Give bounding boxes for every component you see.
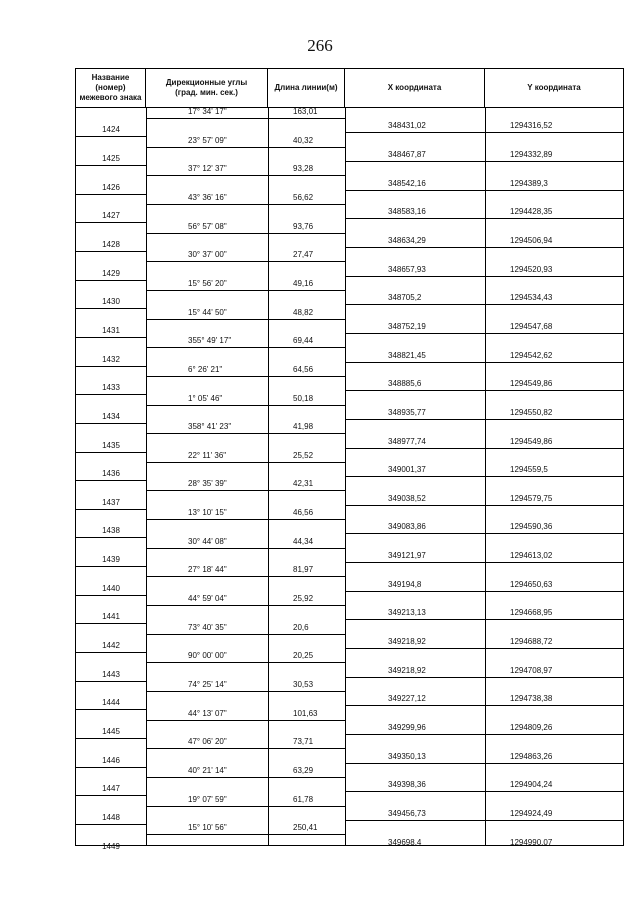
row-divider	[345, 705, 623, 706]
x-coordinate-cell: 349227,12	[388, 694, 426, 704]
line-length-cell: 25,52	[293, 450, 314, 460]
y-coordinate-cell: 1294332,89	[510, 150, 553, 159]
direction-angle-cell: 30° 44' 08"	[188, 536, 227, 546]
x-coordinate-cell: 348885,6	[388, 379, 422, 389]
row-divider	[345, 763, 623, 764]
row-divider	[146, 720, 345, 721]
point-name-cell: 1443	[102, 669, 120, 679]
line-length-cell: 25,92	[293, 594, 314, 603]
row-divider	[146, 548, 345, 549]
row-divider	[146, 662, 345, 663]
y-coordinate-cell: 1294809,26	[510, 723, 553, 732]
point-name-cell: 1448	[102, 812, 120, 822]
y-coordinate-cell: 1294559,5	[510, 465, 548, 475]
row-divider	[76, 595, 146, 596]
row-divider	[146, 290, 345, 291]
row-divider	[146, 576, 345, 577]
row-divider	[345, 648, 623, 649]
direction-angle-cell: 90° 00' 00"	[188, 651, 227, 661]
y-coordinate-cell: 1294924,49	[510, 808, 553, 818]
line-length-cell: 20,25	[293, 651, 314, 661]
direction-angle-cell: 358° 41' 23"	[188, 422, 232, 432]
row-divider	[76, 423, 146, 424]
y-coordinate-cell: 1294542,62	[510, 350, 553, 360]
y-coordinate-cell: 1294549,86	[510, 379, 553, 389]
line-length-cell: 46,56	[293, 508, 314, 518]
row-divider	[345, 505, 623, 506]
line-length-cell: 56,62	[293, 192, 314, 202]
y-coordinate-cell: 1294506,94	[510, 235, 553, 245]
row-divider	[345, 533, 623, 534]
direction-angle-cell: 37° 12' 37"	[188, 164, 227, 174]
x-coordinate-cell: 348977,74	[388, 436, 426, 446]
y-coordinate-cell: 1294738,38	[510, 694, 553, 704]
row-divider	[146, 777, 345, 778]
row-divider	[76, 795, 146, 796]
y-coordinate-cell: 1294990,07	[510, 837, 553, 847]
coordinates-table	[75, 68, 624, 851]
x-coordinate-cell: 349218,92	[388, 665, 426, 675]
line-length-cell: 40,32	[293, 135, 314, 145]
direction-angle-cell: 23° 57' 09"	[188, 135, 227, 145]
direction-angle-cell: 1° 05' 46"	[188, 393, 223, 403]
row-divider	[345, 132, 623, 133]
y-coordinate-cell: 1294428,35	[510, 207, 553, 217]
y-coordinate-cell: 1294534,43	[510, 293, 553, 303]
line-length-cell: 69,44	[293, 336, 314, 346]
row-divider	[146, 204, 345, 205]
row-divider	[345, 562, 623, 563]
line-length-cell: 27,47	[293, 250, 314, 260]
direction-angle-cell: 27° 18' 44"	[188, 565, 227, 575]
point-name-cell: 1435	[102, 440, 120, 450]
line-length-cell: 50,18	[293, 393, 314, 403]
row-divider	[345, 390, 623, 391]
y-coordinate-cell: 1294389,3	[510, 178, 548, 188]
row-divider	[76, 136, 146, 137]
point-name-cell: 1449	[102, 841, 120, 851]
direction-angle-cell: 40° 21' 14"	[188, 765, 227, 775]
row-divider	[76, 222, 146, 223]
direction-angle-cell: 22° 11' 36"	[188, 450, 227, 460]
y-coordinate-cell: 1294316,52	[510, 121, 553, 131]
row-divider	[345, 677, 623, 678]
row-divider	[76, 280, 146, 281]
x-coordinate-cell: 349398,36	[388, 780, 426, 790]
row-divider	[76, 738, 146, 739]
direction-angle-cell: 44° 13' 07"	[188, 708, 227, 718]
x-coordinate-cell: 349038,52	[388, 493, 426, 503]
direction-angle-cell: 28° 35' 39"	[188, 479, 227, 489]
direction-angle-cell: 355° 49' 17"	[188, 336, 232, 346]
row-divider	[345, 734, 623, 735]
y-coordinate-cell: 1294863,26	[510, 751, 553, 761]
point-name-cell: 1432	[102, 354, 120, 364]
x-coordinate-cell: 348821,45	[388, 350, 426, 360]
row-divider	[76, 509, 146, 510]
row-divider	[345, 820, 623, 821]
direction-angle-cell: 15° 44' 50"	[188, 307, 227, 317]
y-coordinate-cell: 1294579,75	[510, 493, 553, 503]
x-coordinate-cell: 348935,77	[388, 407, 426, 417]
y-coordinate-cell: 1294613,02	[510, 551, 553, 561]
line-length-cell: 61,78	[293, 794, 314, 804]
row-divider	[146, 118, 345, 119]
row-divider	[146, 376, 345, 377]
column-divider	[268, 107, 269, 845]
y-coordinate-cell: 1294668,95	[510, 608, 553, 618]
point-name-cell: 1433	[102, 383, 120, 393]
header-x-coordinate: X координата	[345, 69, 485, 107]
line-length-cell: 81,97	[293, 565, 314, 575]
direction-angle-cell: 47° 06' 20"	[188, 737, 227, 747]
header-divider	[76, 107, 623, 108]
point-name-cell: 1444	[102, 698, 120, 708]
row-divider	[76, 337, 146, 338]
point-name-cell: 1426	[102, 182, 120, 192]
point-name-cell: 1429	[102, 268, 120, 278]
x-coordinate-cell: 349121,97	[388, 551, 426, 561]
x-coordinate-cell: 349001,37	[388, 465, 426, 475]
line-length-cell: 41,98	[293, 422, 314, 432]
direction-angle-cell: 13° 10' 15"	[188, 508, 227, 518]
column-divider	[146, 107, 147, 845]
row-divider	[146, 233, 345, 234]
line-length-cell: 93,76	[293, 221, 314, 231]
header-point-name: Название (номер) межевого знака	[76, 69, 146, 107]
row-divider	[76, 251, 146, 252]
x-coordinate-cell: 349698,4	[388, 837, 422, 847]
header-direction-angles: Дирекционные углы (град. мин. сек.)	[146, 69, 268, 107]
point-name-cell: 1427	[102, 211, 120, 221]
x-coordinate-cell: 348657,93	[388, 264, 426, 274]
line-length-cell: 49,16	[293, 278, 314, 288]
line-length-cell: 30,53	[293, 680, 314, 689]
y-coordinate-cell: 1294550,82	[510, 407, 553, 417]
x-coordinate-cell: 349083,86	[388, 522, 426, 532]
x-coordinate-cell: 348634,29	[388, 235, 426, 245]
row-divider	[76, 652, 146, 653]
header-line-length: Длина линии(м)	[268, 69, 345, 107]
x-coordinate-cell: 348467,87	[388, 150, 426, 159]
row-divider	[345, 362, 623, 363]
line-length-cell: 101,63	[293, 708, 318, 718]
header-y-coordinate: Y координата	[527, 83, 581, 92]
point-name-cell: 1430	[102, 297, 120, 307]
row-divider	[345, 476, 623, 477]
page-number: 266	[307, 36, 333, 55]
row-divider	[146, 261, 345, 262]
direction-angle-cell: 44° 59' 04"	[188, 594, 227, 603]
y-coordinate-cell: 1294547,68	[510, 321, 553, 331]
row-divider	[146, 433, 345, 434]
row-divider	[345, 448, 623, 449]
y-coordinate-cell: 1294650,63	[510, 579, 553, 589]
direction-angle-cell: 73° 40' 35"	[188, 622, 227, 632]
direction-angle-cell: 30° 37' 00"	[188, 250, 227, 260]
direction-angle-cell: 74° 25' 14"	[188, 680, 227, 689]
row-divider	[76, 824, 146, 825]
direction-angle-cell: 43° 36' 16"	[188, 192, 227, 202]
row-divider	[76, 194, 146, 195]
row-divider	[76, 537, 146, 538]
y-coordinate-cell: 1294549,86	[510, 436, 553, 446]
point-name-cell: 1438	[102, 526, 120, 536]
row-divider	[345, 247, 623, 248]
row-divider	[345, 591, 623, 592]
point-name-cell: 1440	[102, 583, 120, 593]
row-divider	[345, 218, 623, 219]
row-divider	[146, 806, 345, 807]
row-divider	[76, 709, 146, 710]
row-divider	[76, 623, 146, 624]
direction-angle-cell: 6° 26' 21"	[188, 364, 223, 374]
line-length-cell: 250,41	[293, 823, 318, 833]
row-divider	[146, 834, 345, 835]
point-name-cell: 1439	[102, 555, 120, 565]
x-coordinate-cell: 348752,19	[388, 321, 426, 331]
x-coordinate-cell: 349456,73	[388, 808, 426, 818]
row-divider	[146, 462, 345, 463]
line-length-cell: 93,28	[293, 164, 314, 174]
row-divider	[146, 634, 345, 635]
x-coordinate-cell: 349213,13	[388, 608, 426, 618]
row-divider	[146, 319, 345, 320]
y-coordinate-cell: 1294590,36	[510, 522, 553, 532]
row-divider	[76, 452, 146, 453]
point-name-cell: 1445	[102, 727, 120, 736]
row-divider	[146, 347, 345, 348]
row-divider	[345, 419, 623, 420]
point-name-cell: 1436	[102, 469, 120, 479]
y-coordinate-cell: 1294904,24	[510, 780, 553, 790]
direction-angle-cell: 17° 34' 17"	[188, 107, 227, 116]
line-length-cell: 73,71	[293, 737, 314, 747]
row-divider	[345, 190, 623, 191]
row-divider	[76, 480, 146, 481]
row-divider	[345, 304, 623, 305]
row-divider	[345, 276, 623, 277]
x-coordinate-cell: 348583,16	[388, 207, 426, 217]
row-divider	[76, 366, 146, 367]
row-divider	[76, 767, 146, 768]
point-name-cell: 1442	[102, 641, 120, 650]
y-coordinate-cell: 1294520,93	[510, 264, 553, 274]
row-divider	[146, 175, 345, 176]
row-divider	[345, 619, 623, 620]
x-coordinate-cell: 349218,92	[388, 637, 426, 646]
x-coordinate-cell: 348542,16	[388, 178, 426, 188]
row-divider	[146, 691, 345, 692]
line-length-cell: 64,56	[293, 364, 314, 374]
row-divider	[146, 748, 345, 749]
row-divider	[345, 161, 623, 162]
row-divider	[76, 308, 146, 309]
row-divider	[146, 519, 345, 520]
line-length-cell: 42,31	[293, 479, 314, 489]
line-length-cell: 63,29	[293, 765, 314, 775]
point-name-cell: 1447	[102, 784, 120, 794]
line-length-cell: 20,6	[293, 622, 309, 632]
direction-angle-cell: 15° 56' 20"	[188, 278, 227, 288]
row-divider	[146, 405, 345, 406]
row-divider	[76, 165, 146, 166]
point-name-cell: 1431	[102, 325, 120, 335]
x-coordinate-cell: 349194,8	[388, 579, 422, 589]
x-coordinate-cell: 348705,2	[388, 293, 422, 303]
point-name-cell: 1446	[102, 755, 120, 765]
x-coordinate-cell: 349299,96	[388, 723, 426, 732]
x-coordinate-cell: 348431,02	[388, 121, 426, 131]
y-coordinate-cell: 1294708,97	[510, 665, 553, 675]
point-name-cell: 1425	[102, 154, 120, 163]
row-divider	[146, 490, 345, 491]
y-coordinate-cell: 1294688,72	[510, 637, 553, 646]
line-length-cell: 48,82	[293, 307, 314, 317]
point-name-cell: 1441	[102, 612, 120, 622]
row-divider	[345, 791, 623, 792]
direction-angle-cell: 19° 07' 59"	[188, 794, 227, 804]
direction-angle-cell: 56° 57' 08"	[188, 221, 227, 231]
line-length-cell: 163,01	[293, 107, 318, 116]
line-length-cell: 44,34	[293, 536, 314, 546]
point-name-cell: 1437	[102, 497, 120, 507]
row-divider	[76, 394, 146, 395]
point-name-cell: 1434	[102, 411, 120, 421]
direction-angle-cell: 15° 10' 56"	[188, 823, 227, 833]
row-divider	[146, 605, 345, 606]
row-divider	[345, 333, 623, 334]
row-divider	[76, 566, 146, 567]
x-coordinate-cell: 349350,13	[388, 751, 426, 761]
point-name-cell: 1428	[102, 239, 120, 249]
row-divider	[146, 147, 345, 148]
point-name-cell: 1424	[102, 125, 120, 135]
row-divider	[76, 681, 146, 682]
